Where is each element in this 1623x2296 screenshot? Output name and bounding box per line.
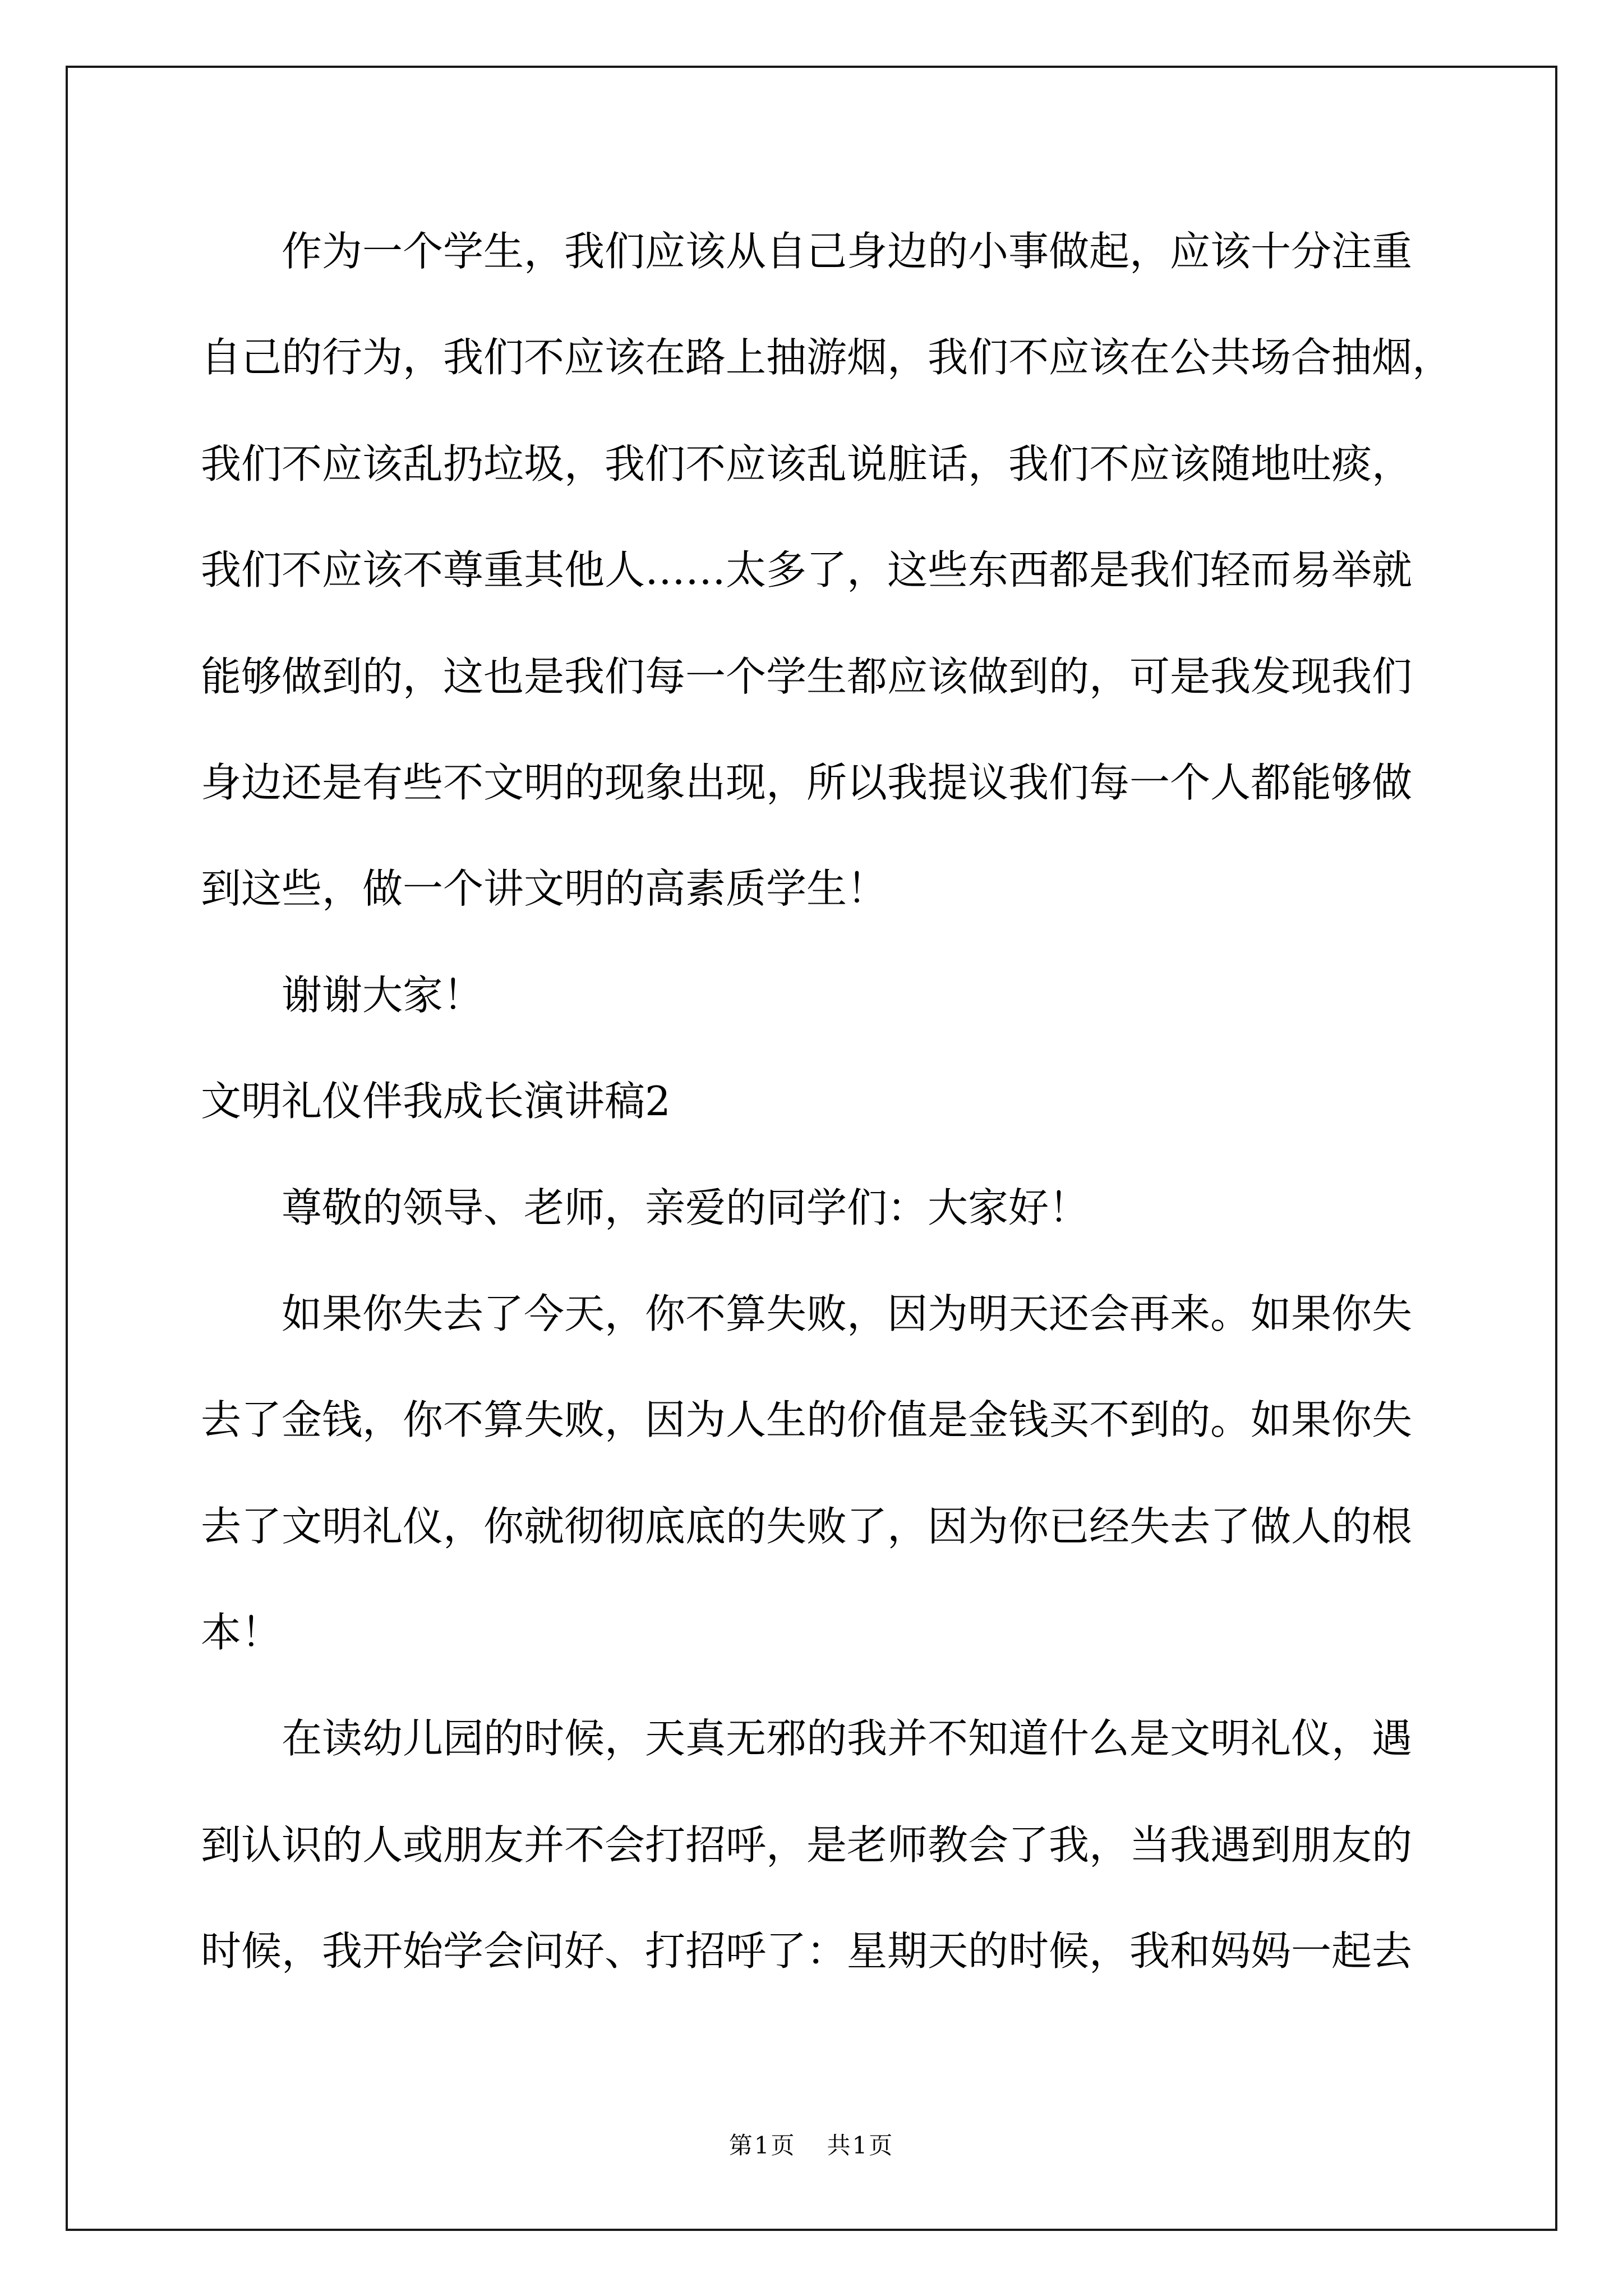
page-total: 共1页 (827, 2132, 895, 2159)
text-line: 到认识的人或朋友并不会打招呼，是老师教会了我，当我遇到朋友的 (201, 1821, 1413, 1869)
text-line: 身边还是有些不文明的现象出现，所以我提议我们每一个人都能够做 (201, 758, 1413, 806)
text-line: 作为一个学生，我们应该从自己身边的小事做起，应该十分注重 (282, 228, 1413, 275)
paragraph (201, 1155, 1536, 1261)
text-line: 时候，我开始学会问好、打招呼了：星期天的时候，我和妈妈一起去 (201, 1927, 1413, 1975)
text-line: 去了文明礼仪，你就彻彻底底的失败了，因为你已经失去了做人的根 (201, 1502, 1413, 1550)
paragraph (201, 942, 1536, 1048)
text-line: 如果你失去了今天，你不算失败，因为明天还会再来。如果你失 (282, 1290, 1413, 1337)
page-number: 第1页 (728, 2132, 796, 2159)
text-line: 自己的行为，我们不应该在路上抽游烟，我们不应该在公共场合抽烟， (201, 334, 1453, 381)
text-line: 在读幼儿园的时候，天真无邪的我并不知道什么是文明礼仪，遇 (282, 1715, 1413, 1763)
paragraph (201, 1261, 1536, 1686)
text-line: 谢谢大家！ (282, 971, 484, 1019)
text-line: 到这些，做一个讲文明的高素质学生！ (201, 865, 888, 913)
paragraph (201, 199, 1536, 942)
page-footer (0, 2134, 1623, 2157)
section-title: 文明礼仪伴我成长演讲稿2 (201, 1078, 671, 1125)
text-line: 尊敬的领导、老师，亲爱的同学们：大家好！ (282, 1184, 1090, 1231)
document-body (201, 199, 1536, 2005)
text-line: 我们不应该不尊重其他人……太多了，这些东西都是我们轻而易举就 (201, 546, 1413, 594)
text-line: 去了金钱，你不算失败，因为人生的价值是金钱买不到的。如果你失 (201, 1396, 1413, 1444)
text-line: 我们不应该乱扔垃圾，我们不应该乱说脏话，我们不应该随地吐痰， (201, 440, 1413, 487)
paragraph (201, 1686, 1536, 2004)
text-line: 能够做到的，这也是我们每一个学生都应该做到的，可是我发现我们 (201, 652, 1413, 700)
text-line: 本！ (201, 1609, 282, 1657)
